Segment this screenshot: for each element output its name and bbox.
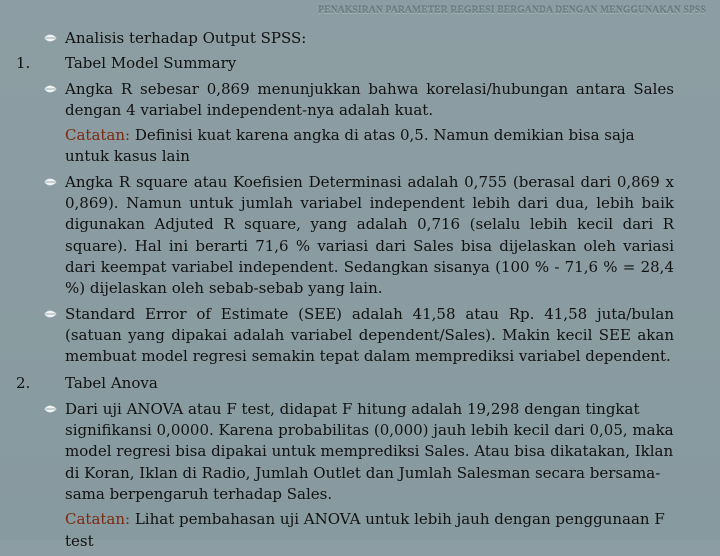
leaf-bullet-icon <box>44 309 57 319</box>
section-2-heading <box>0 373 720 394</box>
leaf-bullet-icon <box>44 84 57 94</box>
section-1-title: Tabel Model Summary <box>65 54 237 73</box>
section-2-note <box>0 509 720 552</box>
section-1-point-1 <box>0 79 720 122</box>
slide-content <box>0 28 720 556</box>
section-2-note-text: Lihat pembahasan uji ANOVA untuk lebih jauh dengan penggunaan F test <box>65 510 665 550</box>
leaf-bullet-icon <box>44 177 57 187</box>
section-1-note-text: Definisi kuat karena angka di atas 0,5. Namun demikian bisa saja untuk kasus lain <box>65 126 635 166</box>
section-1-note <box>0 125 720 168</box>
section-1-point-2 <box>0 172 720 300</box>
section-1-point-1-text: Angka R sebesar 0,869 menunjukkan bahwa korelasi/hubungan antara Sales dengan 4 variabel independent-nya adalah kuat. <box>65 79 674 119</box>
section-2-point-1 <box>0 399 720 505</box>
section-2-note-label: Catatan: <box>65 510 131 529</box>
section-1-note-label: Catatan: <box>65 126 131 145</box>
leaf-bullet-icon <box>44 33 57 43</box>
section-1-point-3 <box>0 304 720 368</box>
section-2-point-1-text: Dari uji ANOVA atau F test, didapat F hitung adalah 19,298 dengan tingkat signifikansi 0,0000. Karena probabilitas (0,000) jauh lebih kecil dari 0,05, maka model regresi bisa dipakai untuk memprediksi Sales. Atau bisa dikatakan, Iklan di Koran, Iklan di Radio, Jumlah Outlet dan Jumlah Salesman secara bersama-sama berpengaruh terhadap Sales. <box>65 399 674 503</box>
intro-line <box>0 28 720 49</box>
section-1-heading <box>0 53 720 74</box>
leaf-bullet-icon <box>44 404 57 414</box>
section-1-point-3-text: Standard Error of Estimate (SEE) adalah 41,58 atau Rp. 41,58 juta/bulan (satuan yang dipakai adalah variabel dependent/Sales). Makin kecil SEE akan membuat model regresi semakin tepat dalam memprediksi variabel dependent. <box>65 304 674 366</box>
intro-text: Analisis terhadap Output SPSS: <box>65 29 307 47</box>
slide-header-title: PENAKSIRAN PARAMETER REGRESI BERGANDA DENGAN MENGGUNAKAN SPSS <box>318 6 706 16</box>
section-1-point-2-text: Angka R square atau Koefisien Determinasi adalah 0,755 (berasal dari 0,869 x 0,869). Namun untuk jumlah variabel independent lebih dari dua, lebih baik digunakan Adjuted R square, yang adalah 0,716 (selalu lebih kecil dari R square). Hal ini berarti 71,6 % variasi dari Sales bisa dijelaskan oleh variasi dari keempat variabel independent. Sedangkan sisanya (100 % - 71,6 % = 28,4 %) dijelaskan oleh sebab-sebab yang lain. <box>65 172 674 298</box>
section-2-number: 2. <box>16 374 31 393</box>
section-2-title: Tabel Anova <box>65 374 158 393</box>
section-1-number: 1. <box>16 54 31 73</box>
